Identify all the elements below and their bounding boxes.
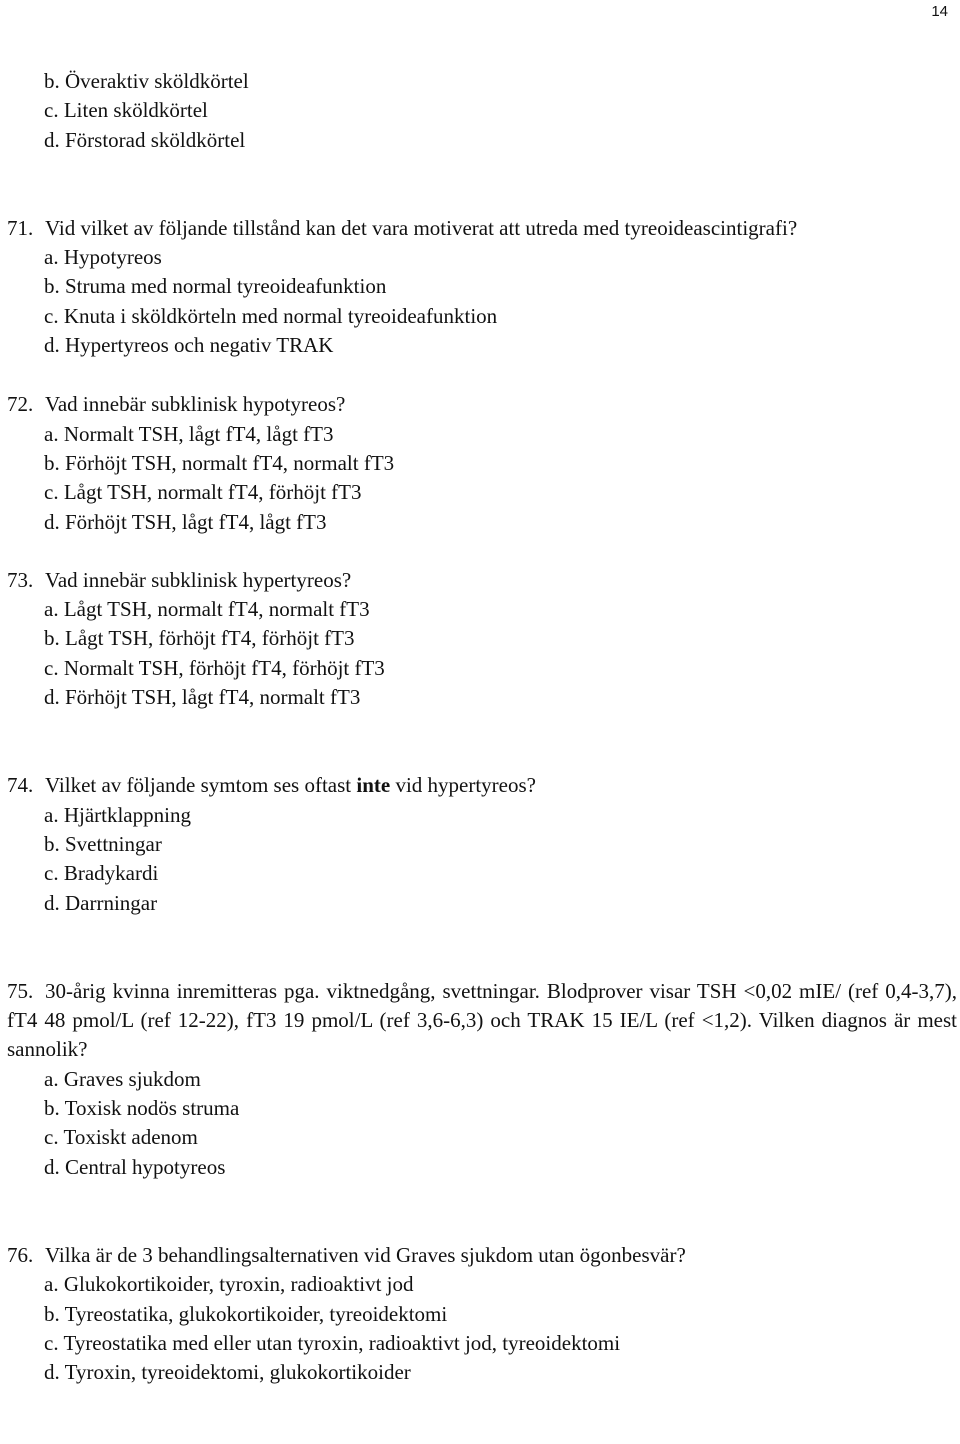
option-text: Tyroxin, tyreoidektomi, glukokortikoider (64, 1360, 411, 1385)
question-number: 74. (7, 773, 34, 798)
option-letter: c. (44, 1125, 59, 1150)
option-letter: c. (44, 1330, 59, 1355)
option-text: Knuta i sköldkörteln med normal tyreoideafunktion (63, 303, 498, 328)
option-b (7, 624, 957, 653)
option-c (7, 654, 957, 683)
question-text: 30-årig kvinna inremitteras pga. viktnedgång, svettningar. Blodprover visar TSH <0,02 mIE/ (ref 0,4-3,7), fT4 48 pmol/L (ref 12-22), fT3 19 pmol/L (ref 3,6-6,3) och TRAK 15 IE/L (ref <1,2). Vilken diagnos är mest sannolik? (7, 978, 957, 1062)
option-letter: b. (44, 626, 60, 651)
option-text: Liten sköldkörtel (63, 98, 208, 123)
option-letter: d. (44, 333, 60, 358)
option-b (7, 449, 957, 478)
question-stem (7, 390, 957, 419)
option-letter: b. (44, 831, 60, 856)
option-letter: b. (44, 1096, 60, 1121)
question-stem (7, 771, 957, 800)
option-d (7, 508, 957, 537)
option-letter: d. (44, 890, 60, 915)
option-text: Överaktiv sköldkörtel (65, 69, 249, 93)
option-letter: b. (44, 1301, 60, 1326)
option-d (7, 889, 957, 918)
option-d (7, 1153, 957, 1182)
question-number: 72. (7, 392, 34, 417)
option-text: Tyreostatika, glukokortikoider, tyreoidektomi (64, 1301, 448, 1326)
question-text: Vad innebär subklinisk hypotyreos? (45, 392, 346, 417)
question-number: 76. (7, 1242, 34, 1267)
option-a (7, 1065, 957, 1094)
question-text: Vid vilket av följande tillstånd kan det vara motiverat att utreda med tyreoideascintigrafi? (45, 215, 798, 240)
option-a (7, 243, 957, 272)
option-text: Förhöjt TSH, lågt fT4, lågt fT3 (65, 509, 327, 534)
option-letter: c. (44, 655, 59, 680)
option-letter: a. (44, 421, 59, 446)
option-letter: a. (44, 1066, 59, 1091)
option-a (7, 420, 957, 449)
option-a (7, 801, 957, 830)
option-b (7, 830, 957, 859)
option-b (7, 272, 957, 301)
option-b (7, 67, 957, 96)
question-72 (7, 390, 957, 536)
question-73 (7, 566, 957, 712)
option-text: Struma med normal tyreoideafunktion (65, 274, 387, 299)
question-text-before: Vilket av följande symtom ses oftast (45, 773, 357, 798)
question-text-after: vid hypertyreos? (390, 773, 536, 798)
option-c (7, 1329, 957, 1358)
question-text (45, 771, 536, 800)
option-c (7, 302, 957, 331)
option-letter: a. (44, 245, 59, 270)
option-b (7, 1094, 957, 1123)
question-text-emphasis: inte (356, 773, 391, 798)
option-letter: a. (44, 597, 59, 622)
option-text: Toxisk nodös struma (64, 1096, 240, 1121)
question-stem (7, 566, 957, 595)
option-letter: d. (44, 685, 60, 710)
option-text: Normalt TSH, lågt fT4, lågt fT3 (63, 421, 334, 446)
option-d (7, 331, 957, 360)
option-c (7, 1123, 957, 1152)
option-c (7, 859, 957, 888)
option-text: Svettningar (65, 831, 162, 856)
question-76 (7, 1241, 957, 1387)
option-text: Hypotyreos (63, 245, 162, 270)
option-text: Darrningar (65, 890, 158, 915)
option-letter: d. (44, 1360, 60, 1385)
option-text: Normalt TSH, förhöjt fT4, förhöjt fT3 (63, 655, 385, 680)
option-letter: c. (44, 480, 59, 505)
option-letter: b. (44, 450, 60, 475)
continuation-options (7, 67, 957, 155)
question-stem (7, 1241, 957, 1270)
document-body (7, 67, 957, 1387)
question-74 (7, 771, 957, 917)
option-letter: c. (44, 98, 59, 123)
option-a (7, 1270, 957, 1299)
question-number: 73. (7, 567, 34, 592)
option-a (7, 595, 957, 624)
option-letter: b. (44, 69, 60, 93)
option-letter: d. (44, 127, 60, 152)
option-d (7, 683, 957, 712)
question-stem (7, 977, 957, 1065)
option-text: Förhöjt TSH, normalt fT4, normalt fT3 (65, 450, 395, 475)
option-text: Bradykardi (63, 861, 159, 886)
question-71 (7, 214, 957, 360)
option-text: Glukokortikoider, tyroxin, radioaktivt jod (63, 1272, 414, 1297)
option-text: Hjärtklappning (63, 802, 191, 827)
option-letter: c. (44, 303, 59, 328)
option-letter: c. (44, 861, 59, 886)
option-letter: b. (44, 274, 60, 299)
option-text: Tyreostatika med eller utan tyroxin, radioaktivt jod, tyreoidektomi (63, 1330, 621, 1355)
option-text: Förhöjt TSH, lågt fT4, normalt fT3 (65, 685, 361, 710)
question-text: Vilka är de 3 behandlingsalternativen vid Graves sjukdom utan ögonbesvär? (45, 1242, 686, 1267)
option-text: Graves sjukdom (63, 1066, 201, 1091)
option-text: Förstorad sköldkörtel (65, 127, 246, 152)
option-text: Lågt TSH, förhöjt fT4, förhöjt fT3 (65, 626, 355, 651)
option-text: Central hypotyreos (65, 1154, 226, 1179)
option-letter: d. (44, 1154, 60, 1179)
page-number: 14 (931, 3, 948, 20)
question-stem (7, 214, 957, 243)
option-d (7, 126, 957, 155)
option-text: Lågt TSH, normalt fT4, förhöjt fT3 (63, 480, 362, 505)
option-c (7, 478, 957, 507)
option-text: Lågt TSH, normalt fT4, normalt fT3 (63, 597, 370, 622)
option-letter: d. (44, 509, 60, 534)
question-number: 71. (7, 215, 34, 240)
option-text: Toxiskt adenom (63, 1125, 198, 1150)
option-letter: a. (44, 1272, 59, 1297)
question-number: 75. (7, 978, 34, 1003)
option-text: Hypertyreos och negativ TRAK (65, 333, 334, 358)
question-text: Vad innebär subklinisk hypertyreos? (45, 567, 352, 592)
question-75 (7, 977, 957, 1182)
option-letter: a. (44, 802, 59, 827)
option-c (7, 96, 957, 125)
option-d (7, 1358, 957, 1387)
option-b (7, 1300, 957, 1329)
